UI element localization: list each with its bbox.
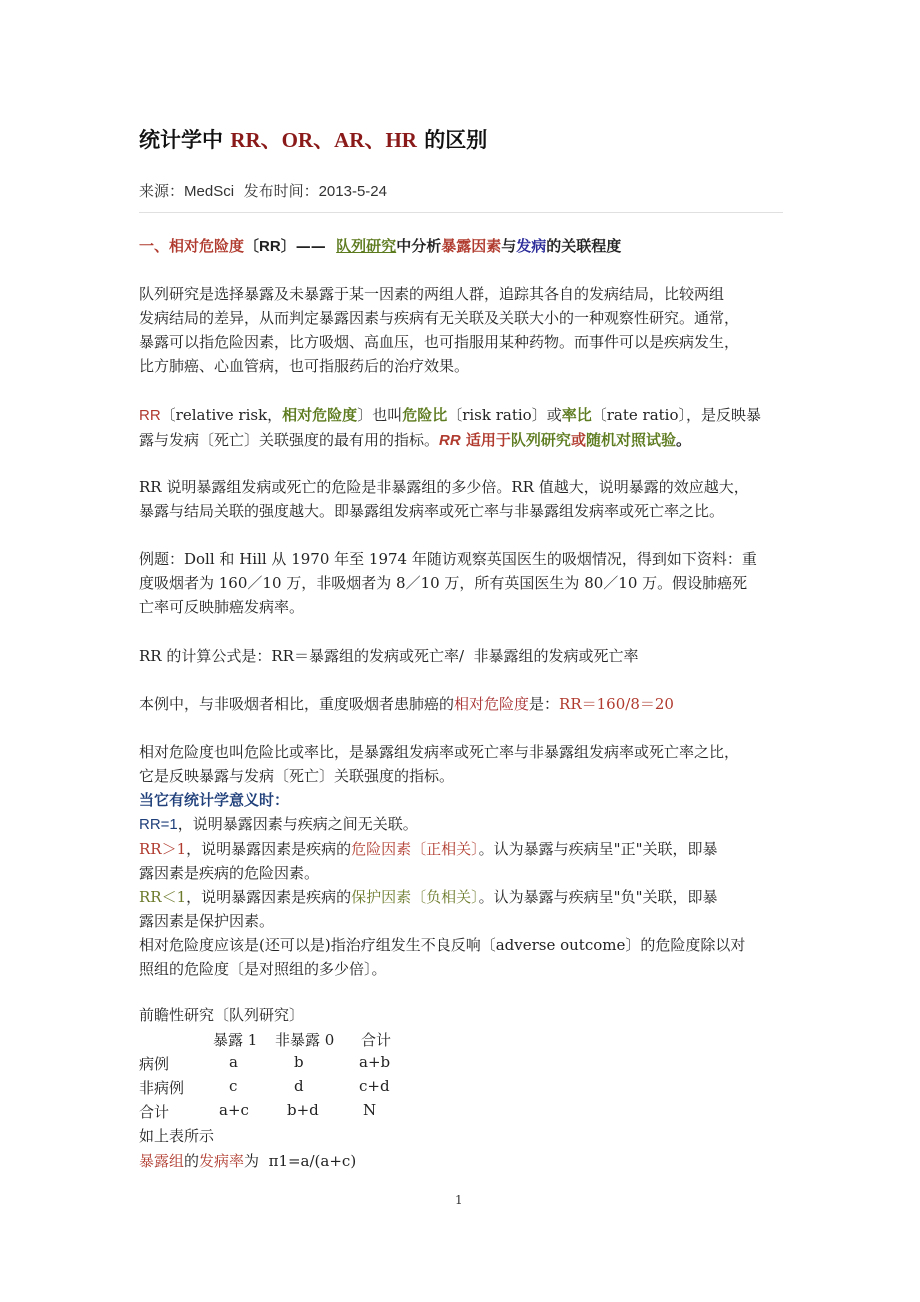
table-row-label: 病例 bbox=[139, 1055, 170, 1073]
paragraph-formula: RR 的计算公式是：RR＝暴露组的发病或死亡率/ 非暴露组的发病或死亡率 bbox=[139, 647, 639, 665]
page-title: 统计学中 RR、OR、AR、HR 的区别 bbox=[139, 127, 488, 152]
table-cell: b bbox=[294, 1053, 304, 1071]
divider bbox=[139, 212, 783, 213]
table-row-label: 合计 bbox=[139, 1103, 170, 1121]
paragraph-rr-summary: 相对危险度也叫危险比或率比，是暴露组发病率或死亡率与非暴露组发病率或死亡率之比， 它是反映暴露与发病〔死亡〕关联强度的指标。 bbox=[139, 743, 740, 785]
table-title: 前瞻性研究〔队列研究〕 bbox=[139, 1006, 305, 1024]
table-row-label: 非病例 bbox=[139, 1079, 185, 1097]
significance-heading: 当它有统计学意义时： bbox=[139, 791, 290, 809]
source-name: MedSci bbox=[184, 183, 235, 200]
table-cell: a bbox=[229, 1053, 238, 1071]
source-line: 来源：MedSci 发布时间：2013-5-24 bbox=[139, 182, 387, 200]
table-cell: c+d bbox=[359, 1077, 390, 1095]
section-heading-1: 一、相对危险度〔RR〕—— 队列研究中分析暴露因素与发病的关联程度 bbox=[139, 237, 622, 255]
cohort-study-link[interactable]: 队列研究 bbox=[336, 237, 397, 255]
paragraph-rr-definition: RR〔relative risk，相对危险度〕也叫危险比〔risk ratio〕或率比〔rate ratio〕，是反映暴 露与发病〔死亡〕关联强度的最有用的指标。RR 适用于队列研究或随机对照试验。 bbox=[139, 406, 761, 449]
table-header: 非暴露 0 bbox=[275, 1031, 335, 1049]
paragraph-cohort-definition: 队列研究是选择暴露及未暴露于某一因素的两组人群，追踪其各自的发病结局，比较两组 发病结局的差异，从而判定暴露因素与疾病有无关联及关联大小的一种观察性研究。通常， 暴露可以指危险因素，比方吸烟、高血压，也可指服用某种药物。而事件可以是疾病发生， 比方肺癌、心血管病，也可指服药后的治疗效果。 bbox=[139, 285, 740, 375]
table-cell: a+c bbox=[219, 1101, 249, 1119]
table-header: 暴露 1 bbox=[213, 1031, 258, 1049]
table-cell: d bbox=[294, 1077, 304, 1095]
paragraph-significance: 当它有统计学意义时： RR=1，说明暴露因素与疾病之间无关联。 RR＞1，说明暴露因素是疾病的危险因素〔正相关〕。认为暴露与疾病呈"正"关联，即暴 露因素是疾病的危险因素。 RR＜1，说明暴露因素是疾病的保护因素〔负相关〕。认为暴露与疾病呈"负"关联，即暴 露因素是保护因素。 相对危险度应该是(还可以是)指治疗组发生不良反响〔adverse outcome〕的危险度除以对 照组的危险度〔是对照组的多少倍〕。 bbox=[139, 788, 789, 981]
paragraph-example-result: 本例中，与非吸烟者相比，重度吸烟者患肺癌的相对危险度是：RR＝160/8＝20 bbox=[139, 695, 674, 713]
paragraph-rr-meaning: RR 说明暴露组发病或死亡的危险是非暴露组的多少倍。RR 值越大，说明暴露的效应越大， 暴露与结局关联的强度越大。即暴露组发病率或死亡率与非暴露组发病率或死亡率之比。 bbox=[139, 478, 749, 520]
cohort-table bbox=[139, 1004, 539, 1144]
table-note: 如上表所示 bbox=[139, 1127, 215, 1145]
table-header: 合计 bbox=[361, 1031, 392, 1049]
publish-date: 2013-5-24 bbox=[318, 183, 387, 200]
table-cell: c bbox=[229, 1077, 238, 1095]
paragraph-example: 例题：Doll 和 Hill 从 1970 年至 1974 年随访观察英国医生的吸烟情况，得到如下资料：重 度吸烟者为 160／10 万，非吸烟者为 8／10 万，所有英国医生为 80／10 万。假设肺癌死 亡率可反映肺癌发病率。 bbox=[139, 550, 757, 616]
title-terms: RR、OR、AR、HR bbox=[230, 128, 417, 152]
table-cell: b+d bbox=[287, 1101, 319, 1119]
table-cell: a+b bbox=[359, 1053, 391, 1071]
paragraph-incidence-formula: 暴露组的发病率为 π1=a/(a+c) bbox=[139, 1152, 357, 1170]
page-number: 1 bbox=[455, 1193, 463, 1207]
table-cell: N bbox=[363, 1101, 377, 1119]
